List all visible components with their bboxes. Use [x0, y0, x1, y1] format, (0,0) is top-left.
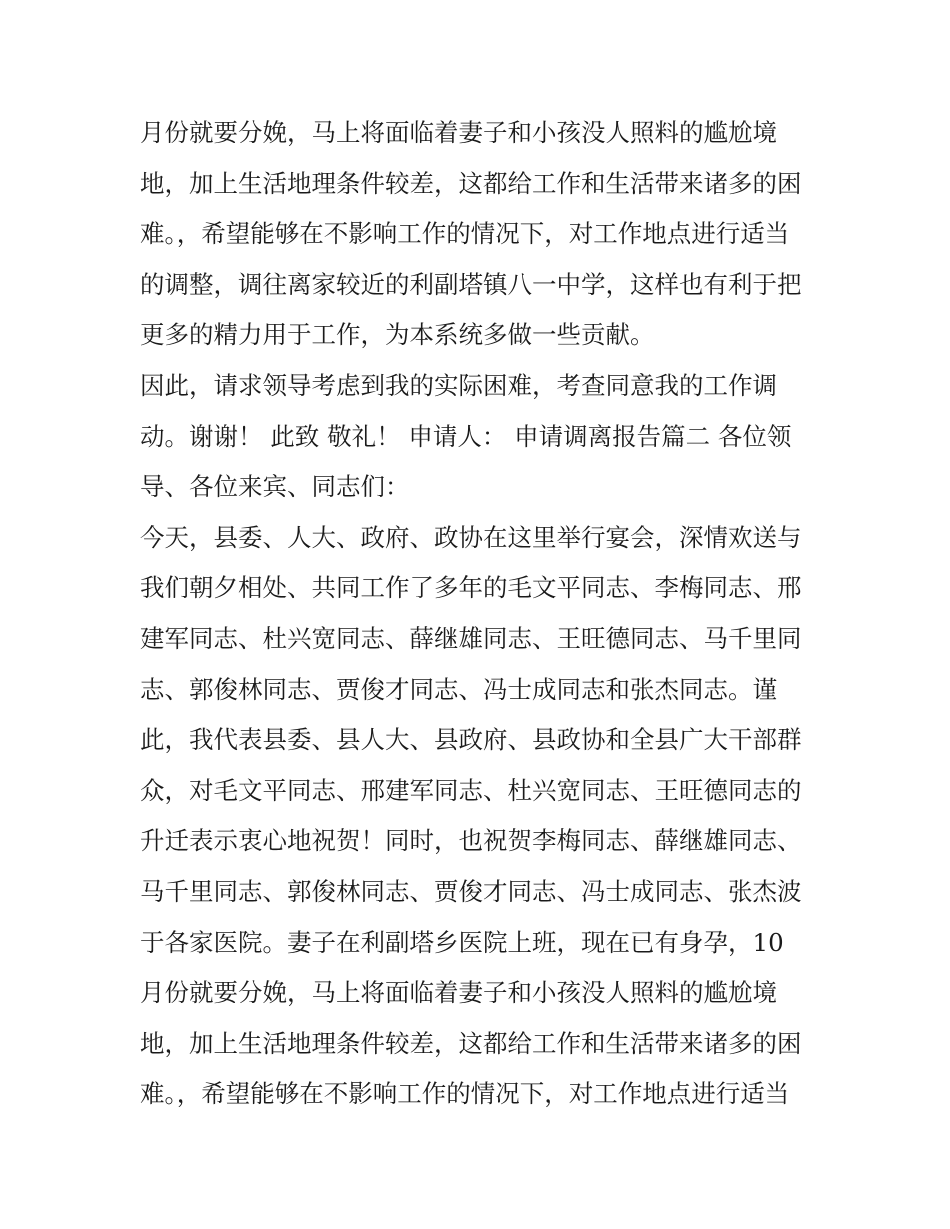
text-line: 动。谢谢！ 此致 敬礼！ 申请人： 申请调离报告篇二 各位领	[140, 421, 792, 451]
text-line: 今天，县委、人大、政府、政协在这里举行宴会，深情欢送与	[140, 522, 802, 552]
text-line: 月份就要分娩，马上将面临着妻子和小孩没人照料的尴尬境	[140, 118, 777, 147]
text-line: 马千里同志、郭俊林同志、贾俊才同志、冯士成同志、张杰波	[140, 876, 802, 906]
text-line: 此，我代表县委、县人大、县政府、县政协和全县广大干部群	[140, 725, 802, 755]
text-line: 因此，请求领导考虑到我的实际困难，考查同意我的工作调	[140, 370, 777, 400]
text-line: 难。，希望能够在不影响工作的情况下，对工作地点进行适当	[140, 219, 790, 249]
document-body	[140, 108, 830, 1120]
text-line: 志、郭俊林同志、贾俊才同志、冯士成同志和张杰同志。谨	[140, 674, 777, 704]
text-line: 升迁表示衷心地祝贺！同时，也祝贺李梅同志、薛继雄同志、	[140, 826, 802, 856]
text-line: 导、各位来宾、同志们：	[140, 472, 410, 502]
text-line: 的调整，调往离家较近的利副塔镇八一中学，这样也有利于把	[140, 269, 802, 299]
text-line: 我们朝夕相处、共同工作了多年的毛文平同志、李梅同志、邢	[140, 573, 802, 603]
text-line: 更多的精力用于工作，为本系统多做一些贡献。	[140, 320, 655, 350]
text-line: 地，加上生活地理条件较差，这都给工作和生活带来诸多的困	[140, 1028, 802, 1058]
text-line: 难。，希望能够在不影响工作的情况下，对工作地点进行适当	[140, 1079, 790, 1109]
text-line: 建军同志、杜兴宽同志、薛继雄同志、王旺德同志、马千里同	[140, 623, 802, 653]
text-line: 地，加上生活地理条件较差，这都给工作和生活带来诸多的困	[140, 168, 802, 198]
text-line: 月份就要分娩，马上将面临着妻子和小孩没人照料的尴尬境	[140, 978, 777, 1008]
text-line: 于各家医院。妻子在利副塔乡医院上班，现在已有身孕，10	[140, 927, 784, 957]
text-line: 众，对毛文平同志、邢建军同志、杜兴宽同志、王旺德同志的	[140, 775, 802, 805]
